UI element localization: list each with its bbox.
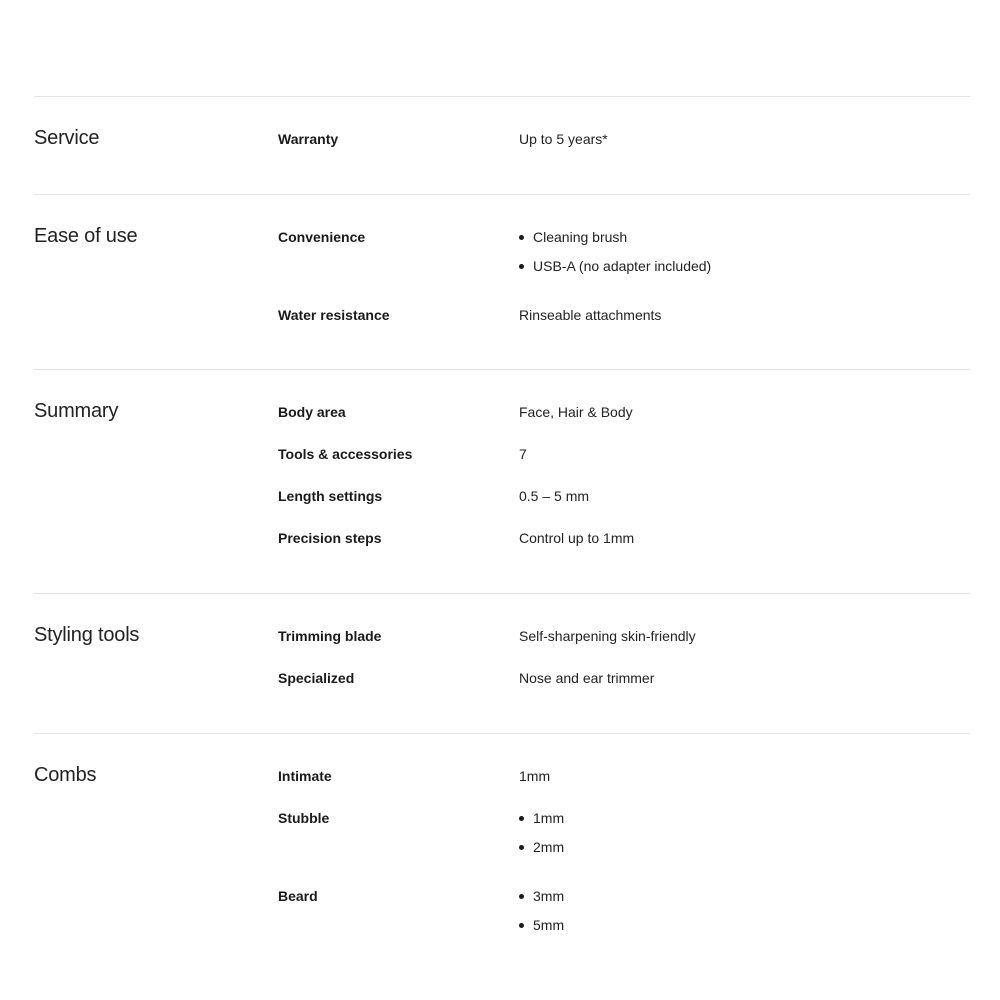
bullet-item: 1mm — [519, 810, 564, 839]
spec-label: Trimming blade — [278, 628, 382, 644]
section-title: Combs — [34, 764, 97, 786]
spec-label: Tools & accessories — [278, 446, 413, 462]
bullet-item: Cleaning brush — [519, 229, 711, 258]
spec-value: 7 — [519, 446, 527, 462]
section-combs — [34, 733, 970, 964]
spec-value: Control up to 1mm — [519, 530, 635, 546]
spec-label: Specialized — [278, 670, 355, 686]
section-summary — [34, 369, 970, 593]
bullet-item: 3mm — [519, 888, 564, 917]
section-ease-of-use — [34, 194, 970, 369]
spec-value: 0.5 – 5 mm — [519, 488, 590, 504]
specifications-table — [34, 96, 970, 964]
section-title: Service — [34, 127, 100, 149]
spec-value: Face, Hair & Body — [519, 404, 633, 420]
section-styling-tools — [34, 593, 970, 733]
spec-value: Nose and ear trimmer — [519, 670, 655, 686]
spec-label: Convenience — [278, 229, 366, 245]
section-title: Summary — [34, 400, 119, 422]
spec-label: Stubble — [278, 810, 330, 826]
spec-bullet-list — [519, 888, 564, 946]
bullet-item: USB-A (no adapter included) — [519, 258, 711, 287]
spec-label: Warranty — [278, 131, 339, 147]
bullet-item: 2mm — [519, 839, 564, 868]
section-title: Ease of use — [34, 225, 138, 247]
spec-label: Body area — [278, 404, 346, 420]
spec-label: Water resistance — [278, 307, 390, 323]
spec-value: Self-sharpening skin-friendly — [519, 628, 696, 644]
spec-label: Precision steps — [278, 530, 382, 546]
spec-label: Length settings — [278, 488, 383, 504]
spec-bullet-list — [519, 810, 564, 868]
section-service — [34, 96, 970, 194]
spec-label: Intimate — [278, 768, 332, 784]
spec-bullet-list — [519, 229, 711, 287]
spec-label: Beard — [278, 888, 318, 904]
section-title: Styling tools — [34, 624, 140, 646]
spec-value: Rinseable attachments — [519, 307, 662, 323]
spec-value: Up to 5 years* — [519, 131, 608, 147]
spec-value: 1mm — [519, 768, 551, 784]
bullet-item: 5mm — [519, 917, 564, 946]
